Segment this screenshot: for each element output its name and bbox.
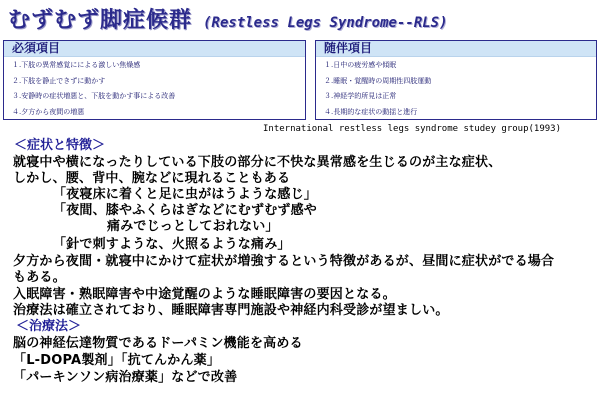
associated-criteria-list [316, 58, 596, 120]
symptom-quote: 「夜間、膝やふくらはぎなどにむずむず感や [53, 203, 318, 218]
symptom-line: 夕方から夜間・就寝中にかけて症状が増強するという特徴があるが、昼間に症状がでる場合 [13, 254, 555, 269]
list-item: ２.睡眠・覚醒時の周期性四肢運動 [324, 76, 432, 85]
list-item: ４.長期的な症状の動揺と進行 [324, 107, 418, 116]
treatment-line: 脳の神経伝達物質であるドーパミン機能を高める [13, 336, 303, 351]
list-item: １.下肢の異常感覚にによる激しい焦燥感 [12, 61, 141, 69]
symptom-quote: 「針で刺すような、火照るような痛み」 [53, 237, 291, 252]
symptom-quote: 痛みでじっとしておれない」 [107, 219, 279, 234]
title-main: むずむず脚症候群 [8, 8, 193, 33]
symptom-line: しかし、腰、背中、腕などに現れることもある [13, 171, 291, 186]
symptom-line: 入眠障害・熟眠障害や中途覚醒のような睡眠障害の要因となる。 [13, 287, 396, 302]
list-item: ３.神経学的所見は正常 [324, 92, 397, 100]
list-item: ４.夕方から夜間の増悪 [12, 107, 85, 116]
required-criteria-heading: 必須項目 [4, 41, 305, 57]
symptoms-heading: ＜症状と特徴＞ [14, 138, 106, 153]
associated-criteria-heading: 随伴項目 [316, 41, 596, 57]
symptom-line: 治療法は確立されており、睡眠障害専門施設や神経内科受診が望ましい。 [13, 303, 449, 318]
page-title [8, 3, 448, 34]
citation: International restless legs syndrome studey group(1993) [263, 124, 562, 134]
associated-criteria-box [315, 40, 597, 120]
list-item: ３.安静時の症状増悪と、下肢を動かす事による改善 [12, 92, 176, 100]
required-criteria-box [3, 40, 306, 120]
treatment-line: 「パーキンソン病治療薬」などで改善 [13, 370, 238, 385]
title-subtitle: (Restless Legs Syndrome--RLS) [203, 15, 448, 31]
list-item: １.日中の疲労感や傾眠 [324, 61, 397, 69]
list-item: ２.下肢を静止できずに動かす [12, 76, 106, 85]
symptom-line: もある。 [13, 270, 66, 285]
treatment-line: 「L-DOPA製剤」「抗てんかん薬」 [13, 353, 221, 368]
symptom-quote: 「夜寝床に着くと足に虫がはうような感じ」 [53, 187, 318, 202]
treatment-heading: ＜治療法＞ [16, 319, 82, 334]
required-criteria-list [4, 58, 305, 120]
symptom-line: 就寝中や横になったりしている下肢の部分に不快な異常感を生じるのが主な症状、 [13, 155, 502, 170]
